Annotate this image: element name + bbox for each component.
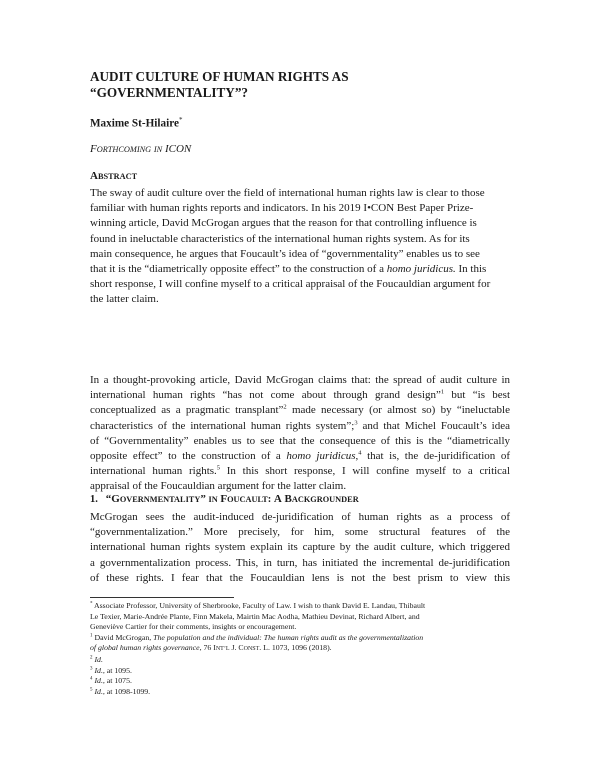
footnote-line: Geneviève Cartier for their comments, insights or encouragement. bbox=[90, 622, 297, 632]
body-paragraph-intro bbox=[90, 373, 510, 495]
text-line: main consequence, he argues that Foucault’s idea of “governmentality” enables us to see bbox=[90, 247, 480, 260]
text-line: short response, I will confine myself to a critical appraisal of the Foucauldian argument for bbox=[90, 278, 491, 291]
body-paragraph-section1 bbox=[90, 510, 510, 586]
footnote-line: $^2$ Id. bbox=[90, 654, 103, 664]
text-line: of “Governmentality” enables us to see that the consequence of this is the “diametrically bbox=[90, 434, 510, 447]
abstract-text bbox=[90, 186, 510, 308]
footnote-separator bbox=[90, 597, 234, 598]
text-line: “governmentalization.” More precisely, for him, some structural features of the bbox=[90, 526, 510, 539]
forthcoming-note: FORTHCOMING IN ICON bbox=[90, 143, 192, 155]
footnote-ref[interactable]: 4 bbox=[358, 449, 362, 457]
footnote-line: of global human rights governance, 76 INT’L J. CONST. L. 1073, 1096 (2018). bbox=[90, 643, 332, 653]
footnote-line: $^4$ Id., at 1075. bbox=[90, 676, 132, 686]
text-line: characteristics of the international human rights system”;$^3$ and that Michel Foucault’s idea bbox=[90, 418, 511, 432]
text-line: the latter claim. bbox=[90, 293, 159, 306]
text-line: found in ineluctable characteristics of the international human rights system. As for its bbox=[90, 232, 470, 245]
footnote-line: $^1$ David McGrogan, The population and the individual: The human rights audit as the governmentalization bbox=[90, 632, 424, 642]
footnote-ref[interactable]: 3 bbox=[354, 418, 358, 426]
title-line-2: “GOVERNMENTALITY”? bbox=[90, 85, 249, 100]
text-line: international human rights “has not come about through grand design”$^1$ but “is best bbox=[90, 388, 510, 402]
footnote-line: $^3$ Id., at 1095. bbox=[90, 665, 132, 675]
text-line: international human rights.$^5$ In this short response, I will confine myself to a critical bbox=[90, 464, 510, 478]
text-line: of these rights. I fear that the Foucauldian lens is not the best prism to view this bbox=[90, 571, 510, 584]
text-line: winning article, David McGrogan argues that the reason for that controlling influence is bbox=[90, 217, 477, 230]
text-line: In a thought-provoking article, David McGrogan claims that: the spread of audit culture in bbox=[90, 374, 510, 386]
text-line: conceptualized as a pragmatic transplant”$^2$ made necessary (or almost so) by “ineluctable bbox=[90, 403, 510, 417]
text-line: a governmentalization process. This, in turn, has initiated the incremental de-juridification bbox=[90, 556, 510, 569]
author-footnote-mark[interactable]: * bbox=[178, 116, 183, 124]
title-line-1: AUDIT CULTURE OF HUMAN RIGHTS AS bbox=[90, 69, 349, 84]
text-line: McGrogan sees the audit-induced de-juridification of human rights as a process of bbox=[90, 511, 510, 523]
text-line: familiar with human rights reports and indicators. In his 2019 I•CON Best Paper Prize- bbox=[90, 202, 474, 215]
author-name: Maxime St-Hilaire* bbox=[90, 116, 183, 130]
footnote-line: Le Texier, Marie-Andrée Plante, Finn Makela, Mairtin Mac Aodha, Mathieu Devinat, Richard Albert, and bbox=[90, 611, 420, 621]
text-line: The sway of audit culture over the field of international human rights law is clear to those bbox=[90, 187, 485, 199]
footnote-line: $^5$ Id., at 1098-1099. bbox=[90, 686, 151, 696]
section-heading: 1. “GOVERNMENTALITY” IN FOUCAULT: A BACKGROUNDER bbox=[90, 493, 359, 505]
footnote-ref[interactable]: 1 bbox=[440, 388, 445, 396]
text-line: opposite effect” to the construction of a homo juridicus,$^4$ that is, the de-juridification of bbox=[90, 449, 511, 463]
paper-title bbox=[90, 69, 510, 101]
footnote-ref[interactable]: 2 bbox=[283, 403, 287, 411]
text-line: international human rights system explain its capture by the audit culture, which triggered bbox=[90, 541, 510, 554]
footnotes bbox=[90, 601, 520, 697]
text-line: appraisal of the Foucauldian argument for the latter claim. bbox=[90, 480, 347, 493]
text-line: that it is the “diametrically opposite effect” to the construction of a homo juridicus. In this bbox=[90, 263, 487, 276]
footnote-ref[interactable]: 5 bbox=[216, 464, 221, 472]
abstract-heading: ABSTRACT bbox=[90, 170, 138, 182]
footnote-line: * Associate Professor, University of Sherbrooke, Faculty of Law. I wish to thank David E. Landau, Thibault bbox=[90, 601, 426, 610]
